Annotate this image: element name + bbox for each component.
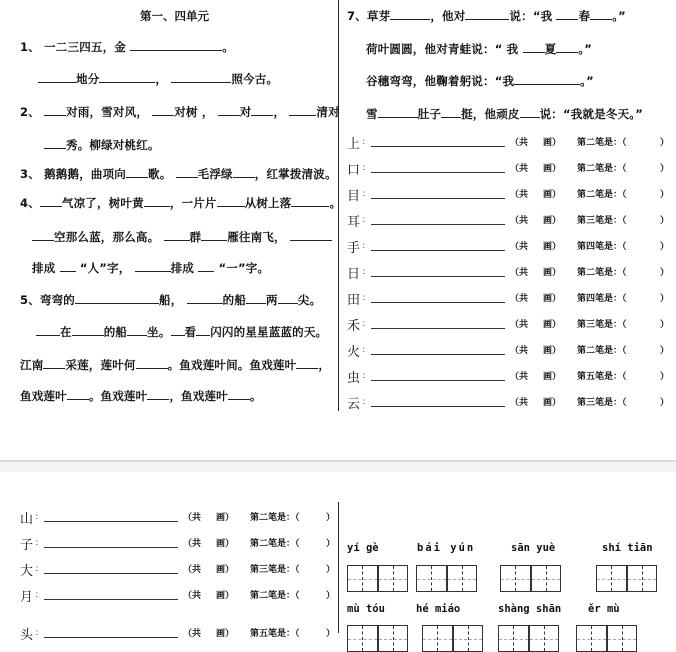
blank[interactable] [44,138,66,149]
character: 口 [347,163,361,178]
character: 月 [20,590,34,605]
page-break [0,460,676,472]
blank[interactable] [290,230,332,241]
blank[interactable] [390,9,430,20]
stroke-order-blank[interactable] [371,380,505,381]
stroke-row: 上 ： （共 画） 第二笔是：（ ） [347,133,667,153]
character: 云 [347,397,361,412]
question-3: 3、 鹅鹅鹅，曲项向 歌。 毛浮绿 ，红掌拨清波。 [20,167,337,181]
question-4-line-3: 排成 “人”字， 排成 “一”字。 [32,261,270,275]
tianzige-box[interactable] [498,625,559,652]
blank[interactable] [126,167,148,178]
character: 手 [347,241,361,256]
blank[interactable] [144,196,170,207]
stroke-order-blank[interactable] [44,599,178,600]
blank[interactable] [520,107,540,118]
blank[interactable] [187,293,223,304]
pinyin-label: bái yún [417,542,476,554]
blank[interactable] [296,358,318,369]
stroke-order-blank[interactable] [371,224,505,225]
blank[interactable] [135,261,171,272]
question-6-line-2: 鱼戏莲叶 。鱼戏莲叶 ，鱼戏莲叶 。 [20,389,262,403]
stroke-order-blank[interactable] [371,328,505,329]
pinyin-label: sān yuè [511,542,556,554]
question-7-line-1: 7、草芽 ，他对 说：“我 春 。” [347,9,626,23]
blank[interactable] [43,358,65,369]
blank[interactable] [289,105,316,116]
stroke-order-blank[interactable] [371,406,505,407]
blank[interactable] [556,42,578,53]
blank[interactable] [201,230,227,241]
stroke-order-blank[interactable] [371,354,505,355]
question-1-line-2: 地分 ， 照今古。 [38,71,278,87]
character: 上 [347,137,361,152]
blank[interactable] [99,72,155,83]
blank[interactable] [291,196,329,207]
blank[interactable] [171,325,185,336]
stroke-row: 子 ： （共 画） 第二笔是：（ ） [20,534,340,554]
blank[interactable] [251,105,273,116]
blank[interactable] [196,325,210,336]
blank[interactable] [67,389,89,400]
blank[interactable] [514,74,580,85]
character: 目 [347,189,361,204]
question-2-line-1: 2、 对雨，雪对风， 对树 ， 对 ， 清对 [20,105,340,119]
blank[interactable] [198,261,214,272]
blank[interactable] [152,105,174,116]
blank[interactable] [38,72,76,83]
document-page-2 [0,472,676,643]
blank[interactable] [218,105,240,116]
blank[interactable] [278,293,298,304]
character: 禾 [347,319,361,334]
blank[interactable] [217,196,245,207]
tianzige-box[interactable] [422,625,483,652]
stroke-row: 虫 ： （共 画） 第五笔是：（ ） [347,367,667,387]
question-5-line-2: 在 的船 坐。 看 闪闪的星星蓝蓝的天。 [36,324,327,340]
character: 山 [20,512,34,527]
question-4-line-2: 空那么蓝，那么高。 群 雁往南飞， [32,229,332,245]
tianzige-box[interactable] [596,565,657,592]
tianzige-box[interactable] [500,565,561,592]
blank[interactable] [130,40,222,51]
tianzige-box[interactable] [416,565,477,592]
pinyin-label: ěr mù [588,603,620,615]
character: 田 [347,293,361,308]
stroke-row: 手 ： （共 画） 第四笔是：（ ） [347,237,667,257]
blank[interactable] [171,72,231,83]
stroke-row: 田 ： （共 画） 第四笔是：（ ） [347,289,667,309]
stroke-order-blank[interactable] [371,302,505,303]
question-5-line-1: 5、弯弯的 船， 的船 两 尖。 [20,293,322,307]
stroke-order-blank[interactable] [44,573,178,574]
stroke-row: 头 ： （共 画） 第五笔是：（ ） [20,624,340,644]
blank[interactable] [523,42,545,53]
blank[interactable] [164,230,190,241]
pinyin-label: mù tóu [347,603,385,615]
blank[interactable] [127,325,147,336]
stroke-row: 大 ： （共 画） 第三笔是：（ ） [20,560,340,580]
question-4-line-1: 4、 气凉了，树叶黄 ，一片片 从树上落 。 [20,196,342,210]
blank[interactable] [556,9,578,20]
blank[interactable] [72,325,104,336]
blank[interactable] [228,389,250,400]
stroke-order-blank[interactable] [371,198,505,199]
stroke-row: 日 ： （共 画） 第二笔是：（ ） [347,263,667,283]
stroke-row: 火 ： （共 画） 第二笔是：（ ） [347,341,667,361]
question-7-line-4: 雪 肚子 挺，他顽皮 说：“我就是冬天。” [366,107,643,121]
stroke-row: 目 ： （共 画） 第二笔是：（ ） [347,185,667,205]
blank[interactable] [465,9,509,20]
stroke-row: 山 ： （共 画） 第二笔是：（ ） [20,508,340,528]
blank[interactable] [40,196,62,207]
blank[interactable] [176,167,198,178]
page-title: 第一、四单元 [140,9,209,23]
character: 头 [20,628,34,643]
blank[interactable] [32,230,54,241]
question-7-line-2: 荷叶圆圆，他对青蛙说：“ 我 夏 。” [366,42,592,56]
character: 大 [20,564,34,579]
tianzige-box[interactable] [347,565,408,592]
blank[interactable] [378,107,418,118]
pinyin-label: hé miáo [416,603,461,615]
stroke-order-blank[interactable] [371,250,505,251]
blank[interactable] [75,293,159,304]
stroke-order-blank[interactable] [44,521,178,522]
stroke-row: 禾 ： （共 画） 第三笔是：（ ） [347,315,667,335]
tianzige-box[interactable] [347,625,408,652]
blank[interactable] [246,293,266,304]
pinyin-label: shàng shān [498,603,562,615]
character: 虫 [347,371,361,386]
blank[interactable] [441,107,461,118]
pinyin-label: yí gè [347,542,379,554]
blank[interactable] [147,389,169,400]
stroke-row: 耳 ： （共 画） 第三笔是：（ ） [347,211,667,231]
character: 耳 [347,215,361,230]
character: 火 [347,345,361,360]
character: 子 [20,538,34,553]
blank[interactable] [44,105,66,116]
stroke-order-blank[interactable] [371,276,505,277]
pinyin-label: shí tiān [602,542,653,554]
blank[interactable] [233,167,255,178]
stroke-order-blank[interactable] [371,172,505,173]
question-2-line-2: 秀。柳绿对桃红。 [44,137,160,153]
stroke-order-blank[interactable] [371,146,505,147]
blank[interactable] [36,325,60,336]
stroke-order-blank[interactable] [44,637,178,638]
character: 日 [347,267,361,282]
stroke-row: 口 ： （共 画） 第二笔是：（ ） [347,159,667,179]
tianzige-box[interactable] [576,625,637,652]
question-6-line-1: 江南 采莲，莲叶何 。鱼戏莲叶间。鱼戏莲叶 ， [20,358,331,372]
question-7-line-3: 谷穗弯弯，他鞠着躬说：“我 。” [366,74,594,88]
stroke-row: 月 ： （共 画） 第二笔是：（ ） [20,586,340,606]
blank[interactable] [590,9,612,20]
question-1-line-1: 1、 一二三四五，金 。 [20,40,234,54]
blank[interactable] [136,358,168,369]
blank[interactable] [60,261,76,272]
stroke-row: 云 ： （共 画） 第三笔是：（ ） [347,393,667,413]
stroke-order-blank[interactable] [44,547,178,548]
